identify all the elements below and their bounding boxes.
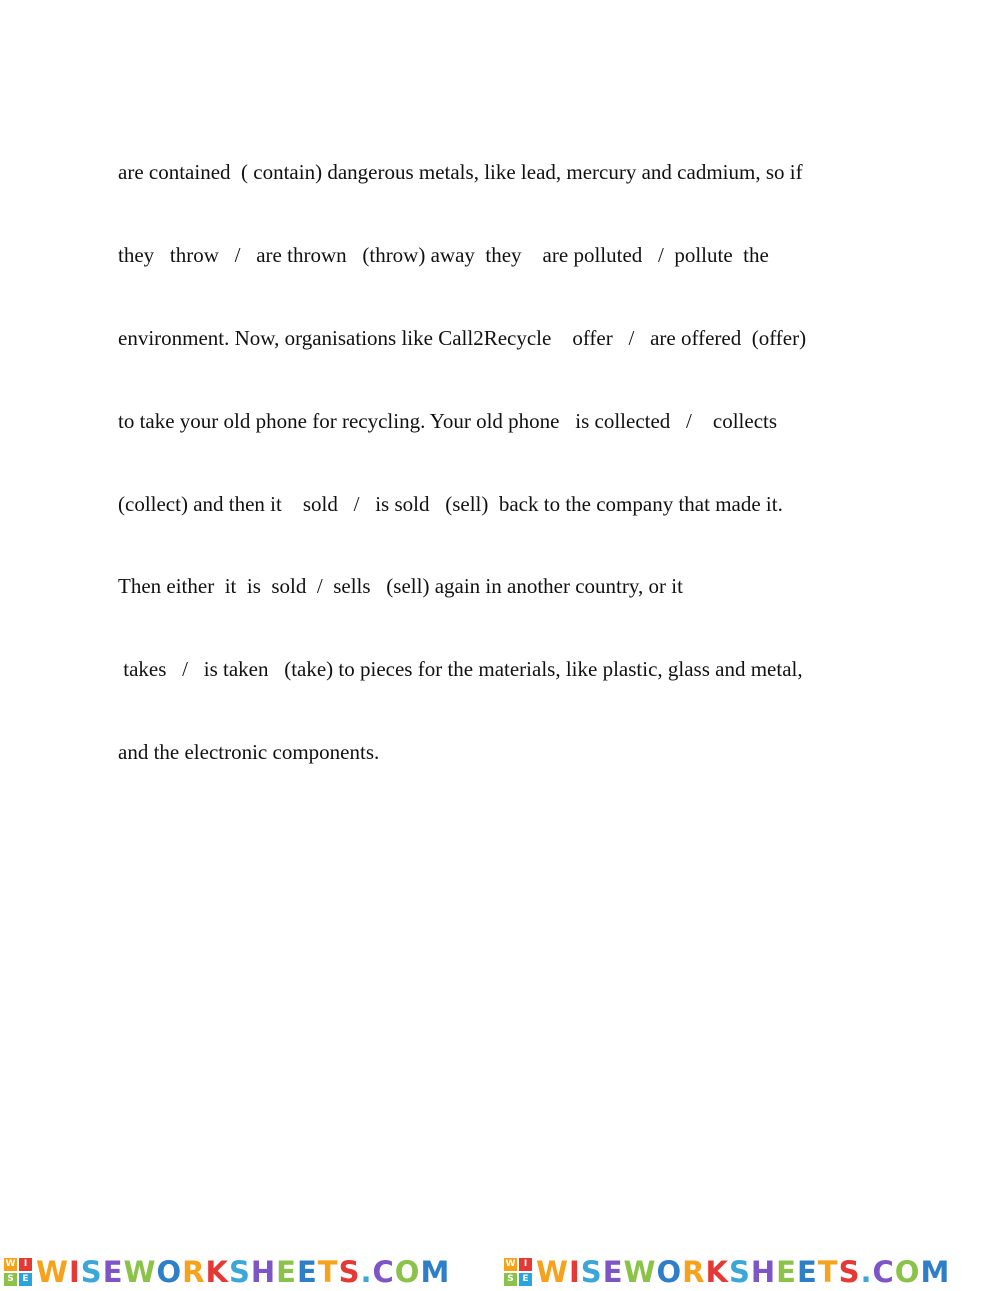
logo-letter: I	[19, 1258, 32, 1271]
wordmark-letter: O	[894, 1255, 921, 1289]
wordmark-letter: E	[776, 1255, 797, 1289]
wordmark-letter: E	[296, 1255, 318, 1289]
logo-letter: I	[519, 1258, 532, 1271]
wordmark-letter: S	[838, 1255, 861, 1289]
text-line-6: Then either it is sold / sells (sell) again in another country, or it	[118, 574, 683, 598]
logo-letter: E	[19, 1273, 32, 1286]
wordmark-letter: T	[317, 1255, 339, 1289]
wordmark-letter: .	[860, 1255, 873, 1289]
logo-letter: W	[505, 1259, 516, 1269]
wordmark-letter: H	[750, 1255, 777, 1289]
wordmark-letter: .	[360, 1255, 373, 1289]
wordmark-letter: R	[182, 1255, 206, 1289]
logo-letter: S	[504, 1273, 517, 1286]
logo-letter: E	[519, 1273, 532, 1286]
wise-logo-icon	[4, 1258, 32, 1286]
watermark-wordmark	[36, 1257, 450, 1287]
wordmark-letter: R	[682, 1255, 706, 1289]
watermark-brand	[4, 1257, 450, 1287]
text-line-7: takes / is taken (take) to pieces for the materials, like plastic, glass and metal,	[118, 657, 803, 681]
wordmark-letter: M	[920, 1255, 951, 1289]
wordmark-letter: W	[123, 1255, 157, 1289]
wordmark-letter: C	[872, 1255, 895, 1289]
wordmark-letter: K	[705, 1255, 729, 1289]
wordmark-letter: M	[420, 1255, 451, 1289]
logo-letter: W	[5, 1259, 16, 1269]
text-line-2: they throw / are thrown (throw) away they are polluted / pollute the	[118, 243, 769, 267]
wordmark-letter: W	[36, 1255, 69, 1289]
wordmark-letter: E	[276, 1255, 297, 1289]
text-line-8: and the electronic components.	[118, 740, 380, 764]
text-line-5: (collect) and then it sold / is sold (sell) back to the company that made it.	[118, 492, 783, 516]
wordmark-letter: T	[817, 1255, 839, 1289]
wordmark-letter: O	[656, 1255, 683, 1289]
wordmark-letter: K	[205, 1255, 229, 1289]
logo-letter: S	[4, 1273, 17, 1286]
wordmark-letter: I	[569, 1255, 581, 1289]
wordmark-letter: O	[394, 1255, 421, 1289]
wordmark-letter: S	[80, 1255, 103, 1289]
wordmark-letter: E	[602, 1255, 624, 1289]
wordmark-letter: S	[338, 1255, 361, 1289]
watermark-brand	[504, 1257, 950, 1287]
wordmark-letter: S	[580, 1255, 603, 1289]
wordmark-letter: W	[536, 1255, 569, 1289]
wordmark-letter: E	[102, 1255, 124, 1289]
wordmark-letter: C	[372, 1255, 395, 1289]
text-line-3: environment. Now, organisations like Call2Recycle offer / are offered (offer)	[118, 326, 807, 350]
wordmark-letter: S	[228, 1255, 251, 1289]
wordmark-letter: S	[728, 1255, 751, 1289]
wise-logo-icon	[504, 1258, 532, 1286]
watermark-footer	[0, 1255, 1000, 1291]
wordmark-letter: E	[796, 1255, 818, 1289]
text-line-4: to take your old phone for recycling. Your old phone is collected / collects	[118, 409, 778, 433]
wordmark-letter: W	[623, 1255, 657, 1289]
wordmark-letter: O	[156, 1255, 183, 1289]
wordmark-letter: H	[250, 1255, 277, 1289]
wordmark-letter: I	[69, 1255, 81, 1289]
text-line-1: are contained ( contain) dangerous metals, like lead, mercury and cadmium, so if	[118, 160, 803, 184]
watermark-wordmark	[536, 1257, 950, 1287]
